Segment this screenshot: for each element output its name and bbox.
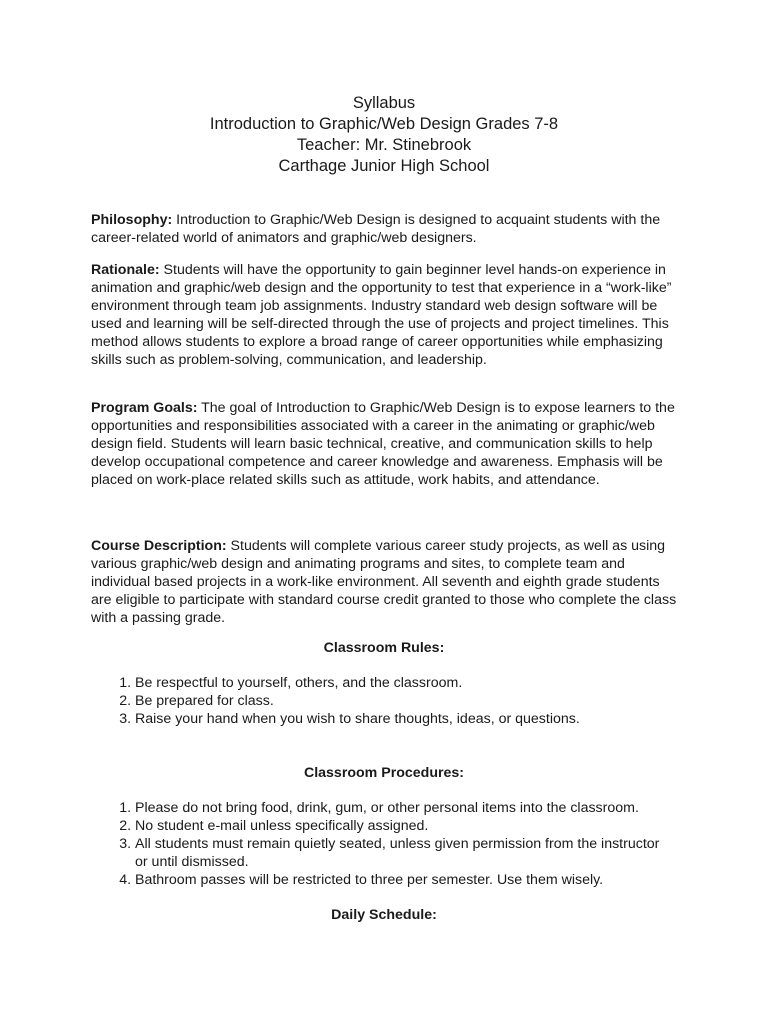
- philosophy-text: Introduction to Graphic/Web Design is designed to acquaint students with the career-related world of animators and graphic/web designers.: [91, 212, 661, 246]
- classroom-procedures-list: [91, 799, 671, 889]
- list-item: 4. Bathroom passes will be restricted to three per semester. Use them wisely.: [135, 871, 671, 889]
- header-school: Carthage Junior High School: [278, 157, 490, 175]
- classroom-procedures-heading: Classroom Procedures:: [303, 765, 465, 781]
- classroom-rules-heading: Classroom Rules:: [323, 640, 445, 656]
- list-item: 1. Please do not bring food, drink, gum, or other personal items into the classroom.: [135, 799, 671, 817]
- program-goals-section: [91, 399, 677, 489]
- rationale-section: [91, 261, 677, 369]
- list-item: 3. Raise your hand when you wish to share thoughts, ideas, or questions.: [135, 710, 671, 728]
- list-item: 1. Be respectful to yourself, others, and the classroom.: [135, 674, 671, 692]
- header-course: Introduction to Graphic/Web Design Grades 7-8: [209, 115, 559, 133]
- rationale-label: Rationale:: [91, 262, 160, 278]
- program-goals-text: The goal of Introduction to Graphic/Web Design is to expose learners to the opportunities and responsibilities associated with a career in the animating or graphic/web design field. Students will learn basic technical, creative, and communication skills to help develop occupational competence and career knowledge and awareness. Emphasis will be placed on work-place related skills such as attitude, work habits, and attendance.: [91, 400, 675, 488]
- daily-schedule-heading: Daily Schedule:: [331, 907, 437, 923]
- list-item: 2. Be prepared for class.: [135, 692, 671, 710]
- philosophy-section: [91, 211, 677, 247]
- course-description-section: [91, 537, 677, 627]
- document-header: [0, 93, 768, 177]
- header-teacher: Teacher: Mr. Stinebrook: [296, 136, 472, 154]
- course-description-label: Course Description:: [91, 538, 227, 554]
- program-goals-label: Program Goals:: [91, 400, 198, 416]
- list-item: 2. No student e-mail unless specifically assigned.: [135, 817, 671, 835]
- header-title: Syllabus: [352, 94, 416, 112]
- classroom-rules-list: [91, 674, 671, 728]
- course-description-text: Students will complete various career study projects, as well as using various graphic/web design and animating programs and sites, to complete team and individual based projects in a work-like environment. All seventh and eighth grade students are eligible to participate with standard course credit granted to those who complete the class with a passing grade.: [91, 538, 677, 626]
- list-item: 3. All students must remain quietly seated, unless given permission from the instructor or until dismissed.: [135, 835, 671, 871]
- rationale-text: Students will have the opportunity to gain beginner level hands-on experience in animation and graphic/web design and the opportunity to test that experience in a “work-like” environment through team job assignments. Industry standard web design software will be used and learning will be self-directed through the use of projects and project timelines. This method allows students to explore a broad range of career opportunities while emphasizing skills such as problem-solving, communication, and leadership.: [91, 262, 672, 368]
- philosophy-label: Philosophy:: [91, 212, 173, 228]
